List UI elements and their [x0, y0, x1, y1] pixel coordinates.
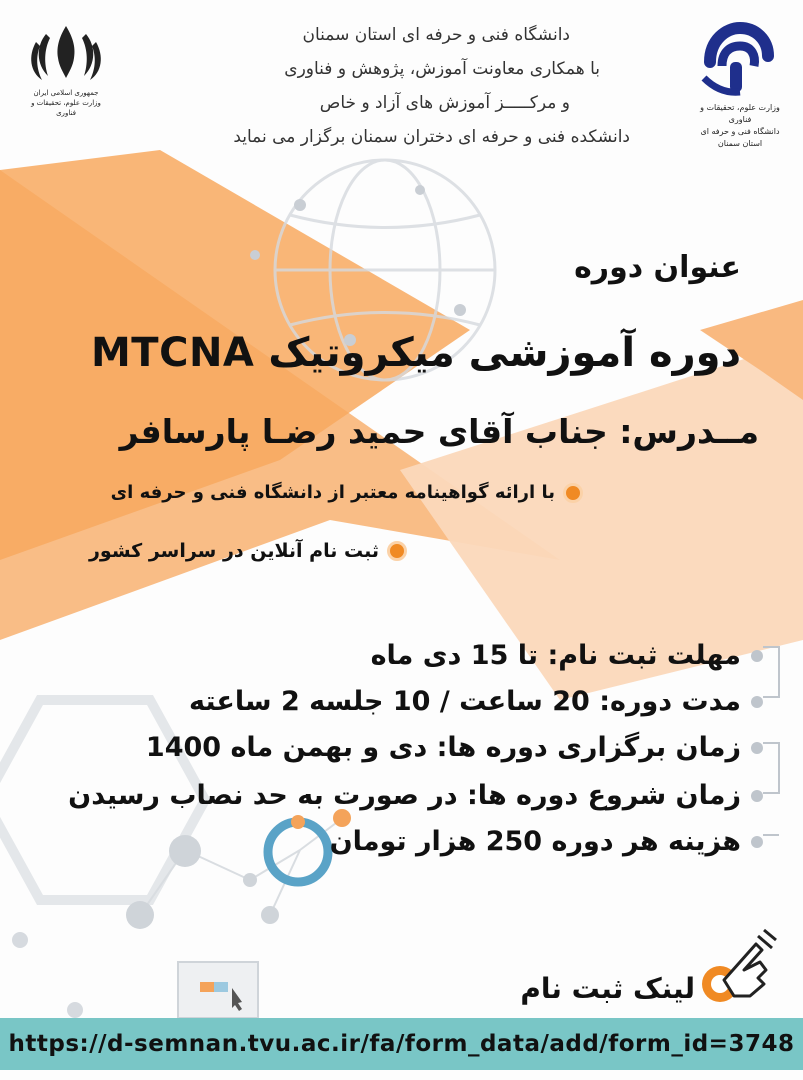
detail-course-fee-text: هزینه هر دوره 250 هزار تومان — [329, 826, 741, 857]
list-dot-icon — [751, 742, 763, 754]
ministry-caption-3: استان سمنان — [717, 139, 763, 148]
header-text-block — [150, 18, 630, 154]
feature-online-text: ثبت نام آنلاین در سراسر کشور — [88, 540, 379, 562]
ministry-logo — [700, 22, 780, 152]
iran-emblem-icon — [26, 22, 106, 84]
registration-link-label: لینک ثبت نام — [520, 972, 695, 1005]
iran-emblem-caption-2: وزارت علوم، تحقیقات و فناوری — [31, 99, 101, 117]
ministry-caption-2: دانشگاه فنی و حرفه ای — [700, 127, 780, 136]
bullet-dot-icon — [387, 541, 407, 561]
list-dot-icon — [751, 836, 763, 848]
monitor-icon — [178, 962, 258, 1018]
detail-registration-deadline-text: مهلت ثبت نام: تا 15 دی ماه — [370, 640, 741, 671]
list-dot-icon — [751, 696, 763, 708]
detail-course-start — [68, 780, 763, 811]
feature-online-registration — [89, 540, 407, 562]
detail-course-start-text: زمان شروع دوره ها: در صورت به حد نصاب رسیدن — [68, 780, 741, 811]
bullet-dot-icon — [563, 483, 583, 503]
detail-course-duration — [189, 686, 763, 717]
iran-emblem-logo — [26, 22, 106, 117]
registration-url-bar[interactable] — [0, 1018, 803, 1070]
detail-course-schedule — [146, 732, 763, 763]
pointing-hand-icon — [700, 922, 780, 1012]
feature-certificate-text: با ارائه گواهینامه معتبر از دانشگاه فنی و حرفه ای — [110, 482, 555, 503]
detail-course-duration-text: مدت دوره: 20 ساعت / 10 جلسه 2 ساعته — [189, 686, 741, 717]
header-line-cooperation: با همکاری معاونت آموزش، پژوهش و فناوری — [284, 59, 600, 79]
list-dot-icon — [751, 790, 763, 802]
header-line-organizer: دانشکده فنی و حرفه ای دختران سمنان برگزار می نماید — [233, 127, 630, 147]
course-title-label: عنوان دوره — [574, 250, 741, 285]
feature-certificate — [111, 482, 583, 503]
header-line-center: و مرکـــــز آموزش های آزاد و خاص — [319, 93, 570, 113]
detail-registration-deadline — [371, 640, 763, 671]
detail-course-schedule-text: زمان برگزاری دوره ها: دی و بهمن ماه 1400 — [145, 732, 741, 763]
list-dot-icon — [751, 650, 763, 662]
header-line-university: دانشگاه فنی و حرفه ای استان سمنان — [302, 25, 570, 45]
instructor-name: مــدرس: جناب آقای حمید رضـا پارسافر — [119, 412, 759, 451]
iran-emblem-caption-1: جمهوری اسلامی ایران — [33, 89, 99, 97]
ministry-logo-icon — [700, 22, 776, 98]
ministry-caption-1: وزارت علوم، تحقیقات و فناوری — [700, 103, 780, 124]
registration-url-link[interactable]: https://d-semnan.tvu.ac.ir/fa/form_data/add/form_id=3748 — [8, 1031, 795, 1057]
detail-course-fee — [330, 826, 763, 857]
course-title: دوره آموزشی میکروتیک MTCNA — [91, 330, 741, 376]
